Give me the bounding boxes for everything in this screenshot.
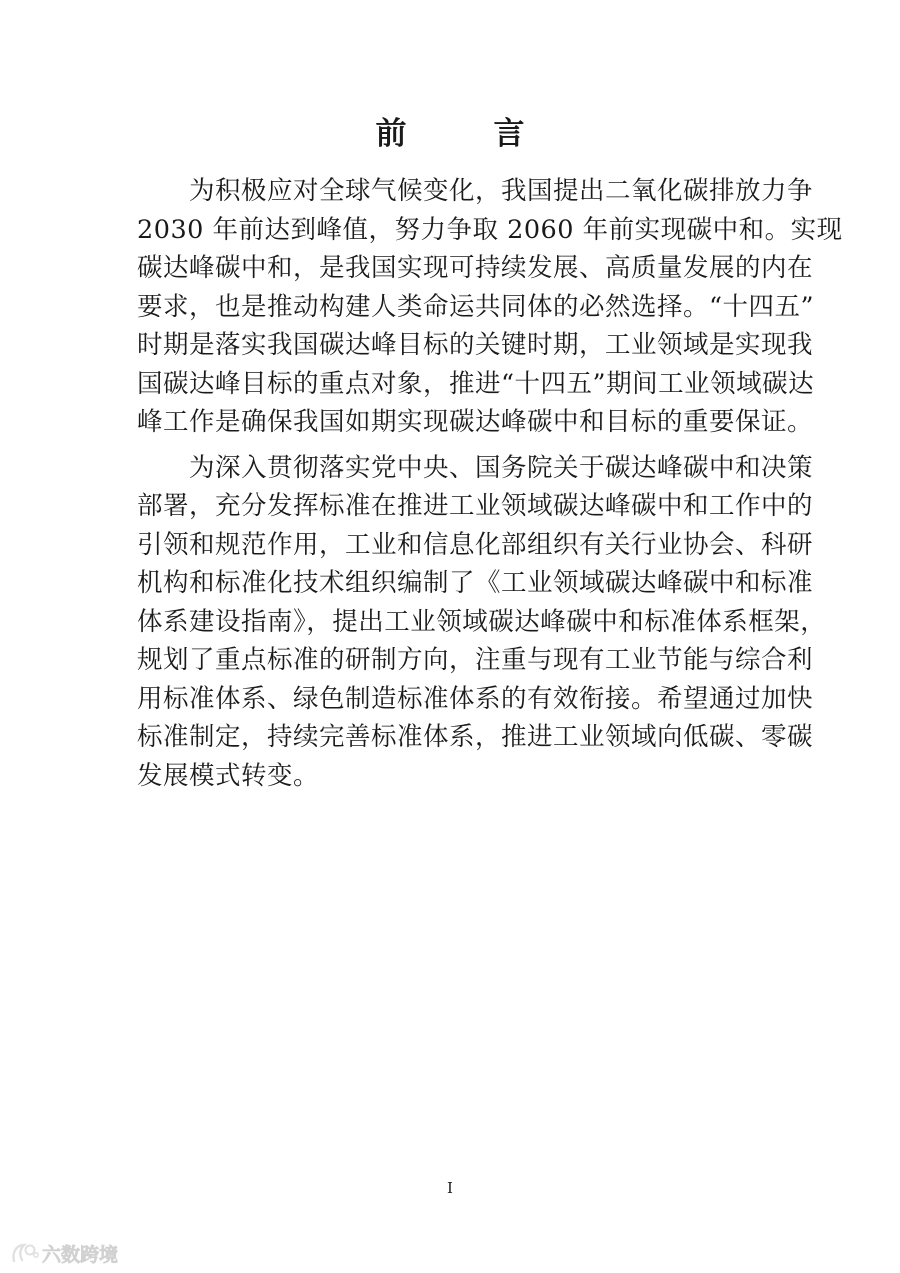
text-line: 机构和标准化技术组织编制了《工业领域碳达峰碳中和标准 bbox=[137, 568, 814, 598]
watermark-text: 六数跨境 bbox=[42, 1243, 119, 1266]
text-line: 引领和规范作用，工业和信息化部组织有关行业协会、科研 bbox=[137, 529, 814, 560]
text-line: 用标准体系、绿色制造标准体系的有效衔接。希望通过加快 bbox=[137, 683, 814, 714]
text-line: 为深入贯彻落实党中央、国务院关于碳达峰碳中和决策 bbox=[189, 452, 814, 483]
paragraph-spacer bbox=[137, 442, 767, 449]
text-line: 2030 年前达到峰值，努力争取 2060 年前实现碳中和。实现 bbox=[137, 214, 843, 245]
text-line: 标准制定，持续完善标准体系，推进工业领域向低碳、零碳 bbox=[137, 722, 814, 752]
document-body bbox=[137, 172, 843, 795]
text-line: 体系建设指南》，提出工业领域碳达峰碳中和标准体系框架， bbox=[137, 606, 827, 637]
text-line: 要求，也是推动构建人类命运共同体的必然选择。“十四五” bbox=[137, 291, 815, 322]
text-line: 峰工作是确保我国如期实现碳达峰碳中和目标的重要保证。 bbox=[137, 407, 814, 437]
page-number: I bbox=[447, 1179, 453, 1197]
text-line: 时期是落实我国碳达峰目标的关键时期，工业领域是实现我 bbox=[137, 330, 814, 360]
text-line: 发展模式转变。 bbox=[137, 760, 320, 791]
text-line: 为积极应对全球气候变化，我国提出二氧化碳排放力争 bbox=[189, 176, 814, 206]
watermark bbox=[10, 1240, 118, 1266]
text-line: 部署，充分发挥标准在推进工业领域碳达峰碳中和工作中的 bbox=[137, 491, 814, 521]
text-line: 碳达峰碳中和，是我国实现可持续发展、高质量发展的内在 bbox=[137, 253, 814, 283]
paragraph-1 bbox=[137, 172, 843, 442]
text-line: 规划了重点标准的研制方向，注重与现有工业节能与综合利 bbox=[137, 645, 814, 675]
page-title: 前 言 bbox=[375, 116, 553, 152]
paragraph-2 bbox=[137, 449, 827, 796]
text-line: 国碳达峰目标的重点对象，推进“十四五”期间工业领域碳达 bbox=[137, 368, 815, 399]
logo-icon bbox=[10, 1241, 40, 1265]
